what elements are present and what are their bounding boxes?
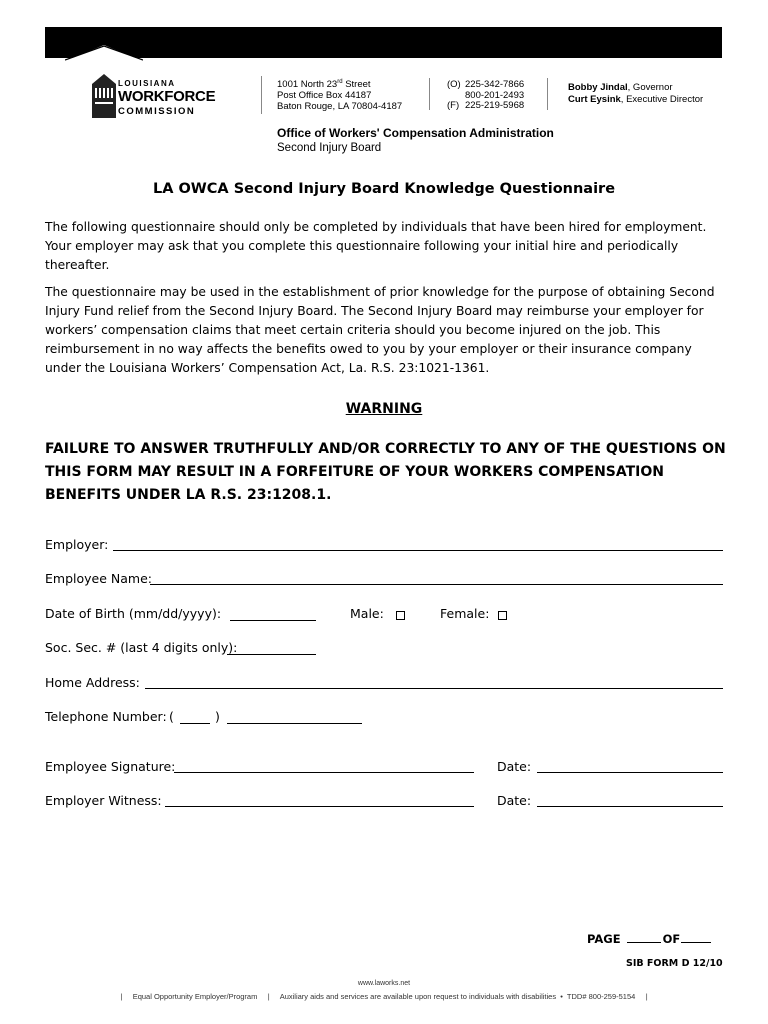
logo-text-workforce: WORKFORCE (118, 88, 216, 105)
employer-field[interactable] (113, 550, 723, 551)
employee-signature-label: Employee Signature: (45, 759, 176, 774)
header-divider (547, 78, 548, 110)
office-address: 1001 North 23rd Street Post Office Box 44187 Baton Rouge, LA 70804-4187 (277, 79, 403, 113)
telephone-paren-open: ( (169, 709, 174, 724)
telephone-paren-close: ) (215, 709, 220, 724)
home-address-field[interactable] (145, 688, 723, 689)
ssn-label: Soc. Sec. # (last 4 digits only): (45, 640, 238, 655)
male-label: Male: (350, 606, 384, 621)
dob-label: Date of Birth (mm/dd/yyyy): (45, 606, 222, 621)
witness-date-field[interactable] (537, 806, 723, 807)
document-title: LA OWCA Second Injury Board Knowledge Questionnaire (152, 181, 616, 197)
warning-text: FAILURE TO ANSWER TRUTHFULLY AND/OR CORRECTLY TO ANY OF THE QUESTIONS ON THIS FORM MAY RESULT IN A FORFEITURE OF YOUR WORKERS COMPENSATION BENEFITS UNDER LA R.S. 23:1208.1. (45, 441, 726, 503)
office-phones: (O) 225-342-7866 800-201-2493 (F) 225-219-5968 (447, 79, 525, 111)
ssn-field[interactable] (227, 654, 316, 655)
header-divider (429, 78, 430, 110)
page-of-indicator: PAGE OF (587, 932, 711, 946)
office-subtitle: Second Injury Board (277, 142, 382, 154)
telephone-area-code-field[interactable] (180, 723, 210, 724)
female-label: Female: (440, 606, 490, 621)
form-id: SIB FORM D 12/10 (626, 958, 723, 969)
intro-paragraph: The following questionnaire should only be completed by individuals that have been hired for employment. Your employer may ask that you complete this questionnaire following your initial hire and periodically thereafter. (45, 220, 707, 272)
footer-notice: | Equal Opportunity Employer/Program | Auxiliary aids and services are available upon request to individuals with disabilities • TDD# 800-259-5154 | (120, 992, 648, 1001)
page-number-field[interactable] (627, 942, 661, 943)
male-checkbox[interactable] (396, 611, 405, 620)
employer-witness-field[interactable] (165, 806, 474, 807)
office-title: Office of Workers' Compensation Administration (277, 126, 554, 140)
witness-date-label: Date: (497, 793, 532, 808)
employee-name-label: Employee Name: (45, 571, 152, 586)
website-url[interactable]: www.laworks.net (357, 980, 411, 987)
female-checkbox[interactable] (498, 611, 507, 620)
employer-label: Employer: (45, 537, 109, 552)
officials: Bobby Jindal, Governor Curt Eysink, Executive Director (568, 82, 704, 105)
header-notch (65, 45, 143, 61)
dob-field[interactable] (230, 620, 316, 621)
signature-date-label: Date: (497, 759, 532, 774)
logo-text-commission: COMMISSION (118, 106, 196, 117)
telephone-number-field[interactable] (227, 723, 362, 724)
header-divider (261, 76, 262, 114)
home-address-label: Home Address: (45, 675, 140, 690)
employee-signature-field[interactable] (174, 772, 474, 773)
employer-witness-label: Employer Witness: (45, 793, 162, 808)
header-bar (45, 27, 722, 58)
signature-date-field[interactable] (537, 772, 723, 773)
logo-text-louisiana: LOUISIANA (118, 79, 176, 88)
purpose-paragraph: The questionnaire may be used in the establishment of prior knowledge for the purpose of obtaining Second Injury Fund relief from the Second Injury Board. The Second Injury Board may reimburse your employer for workers’ compensation claims that meet certain criteria should you become injured on the job. This reimbursement in no way affects the benefits owed to you by your employer or their insurance company under the Louisiana Workers’ Compensation Act, La. R.S. 23:1021-1361. (45, 285, 715, 375)
page-total-field[interactable] (681, 942, 711, 943)
telephone-label: Telephone Number: (45, 709, 167, 724)
warning-heading: WARNING (345, 401, 423, 417)
employee-name-field[interactable] (150, 584, 723, 585)
